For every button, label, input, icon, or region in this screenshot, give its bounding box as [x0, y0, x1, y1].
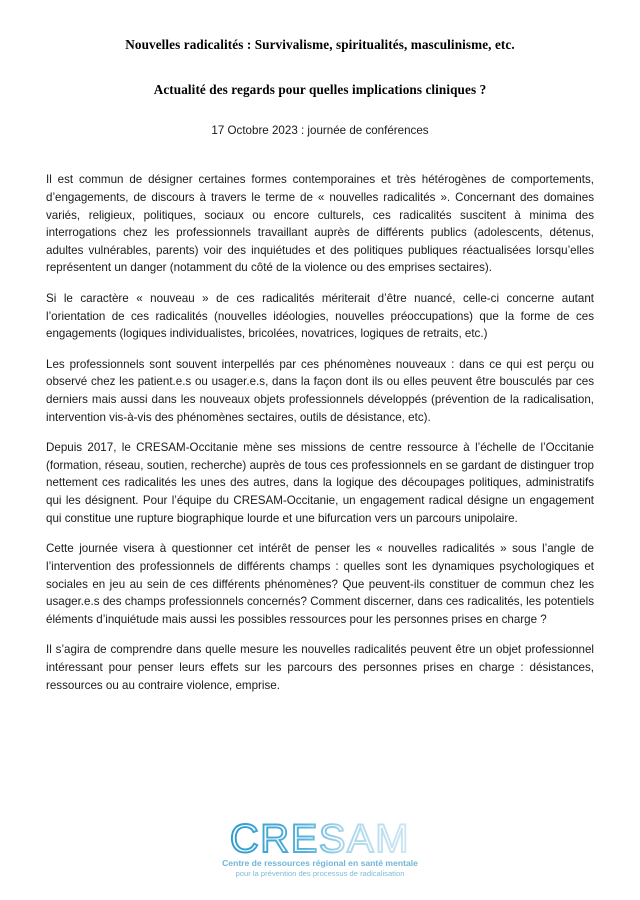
footer-logo-area	[0, 818, 640, 884]
paragraph: Les professionnels sont souvent interpellés par ces phénomènes nouveaux : dans ce qui est perçu ou observé chez les patient.e.s ou usager.e.s, dans la façon dont ils ou elles peuvent être bousculés par ces derniers mais aussi dans les nouveaux objets professionnels développés (prévention de la radicalisation, intervention vis-à-vis des phénomènes sectaires, outils de désistance, etc).	[46, 357, 594, 424]
paragraph: Il s’agira de comprendre dans quelle mesure les nouvelles radicalités peuvent être un objet professionnel intéressant pour penser leurs effets sur les parcours des personnes prises en charge : désistances, ressources ou au contraire violence, emprise.	[46, 643, 594, 692]
cresam-tagline-line-1: Centre de ressources régional en santé mentale	[222, 858, 418, 868]
event-date: 17 Octobre 2023 : journée de conférences	[211, 124, 429, 138]
cresam-logo	[210, 818, 430, 884]
paragraph: Depuis 2017, le CRESAM-Occitanie mène ses missions de centre ressource à l’échelle de l’Occitanie (formation, réseau, soutien, recherche) auprès de tous ces professionnels en se gardant de distinguer trop nettement ces radicalités les unes des autres, dans la logique des découpages politiques, administratifs qui les désignent. Pour l’équipe du CRESAM-Occitanie, un engagement radical désigne un engagement qui constitue une rupture biographique lourde et une bifurcation vers un parcours unipolaire.	[46, 441, 594, 525]
cresam-wordmark: CRESAM	[229, 818, 411, 861]
cresam-tagline-line-2: pour la prévention des processus de radicalisation	[235, 869, 405, 878]
paragraph: Il est commun de désigner certaines formes contemporaines et très hétérogènes de comportements, d’engagements, de discours à travers le terme de « nouvelles radicalités ». Concernant des domaines variés, religieux, politiques, sociaux ou encore culturels, ces radicalités suscitent à minima des interrogations chez les professionnels travaillant auprès de différents publics (adolescents, détenus, adultes vulnérables, parents) voir des inquiétudes et des politiques publiques réactualisées lorsqu’elles représentent un danger (notamment du côté de la violence ou des emprises sectaires).	[46, 173, 594, 275]
paragraph: Cette journée visera à questionner cet intérêt de penser les « nouvelles radicalités » sous l’angle de l’intervention des professionnels de différents champs : quelles sont les dynamiques psychologiques et sociales en jeu au sein de ces différents phénomènes? Que peuvent-ils constituer de commun chez les usager.e.s des champs professionnels concernés? Comment discerner, dans ces radicalités, les potentiels éléments d’inquiétude mais aussi les possibles ressources pour les personnes prises en charge ?	[46, 542, 594, 626]
paragraph: Si le caractère « nouveau » de ces radicalités mériterait d’être nuancé, celle-ci concerne autant l’orientation de ces radicalités (nouvelles idéologies, nouvelles préoccupations) que la forme de ces engagements (logiques individualistes, bricolées, novatrices, logiques de retraits, etc.)	[46, 291, 594, 341]
page-subtitle: Actualité des regards pour quelles implications cliniques ?	[153, 82, 487, 98]
page-title: Nouvelles radicalités : Survivalisme, spiritualités, masculinisme, etc.	[125, 37, 515, 52]
document-body	[0, 137, 640, 694]
document-header	[0, 0, 640, 137]
